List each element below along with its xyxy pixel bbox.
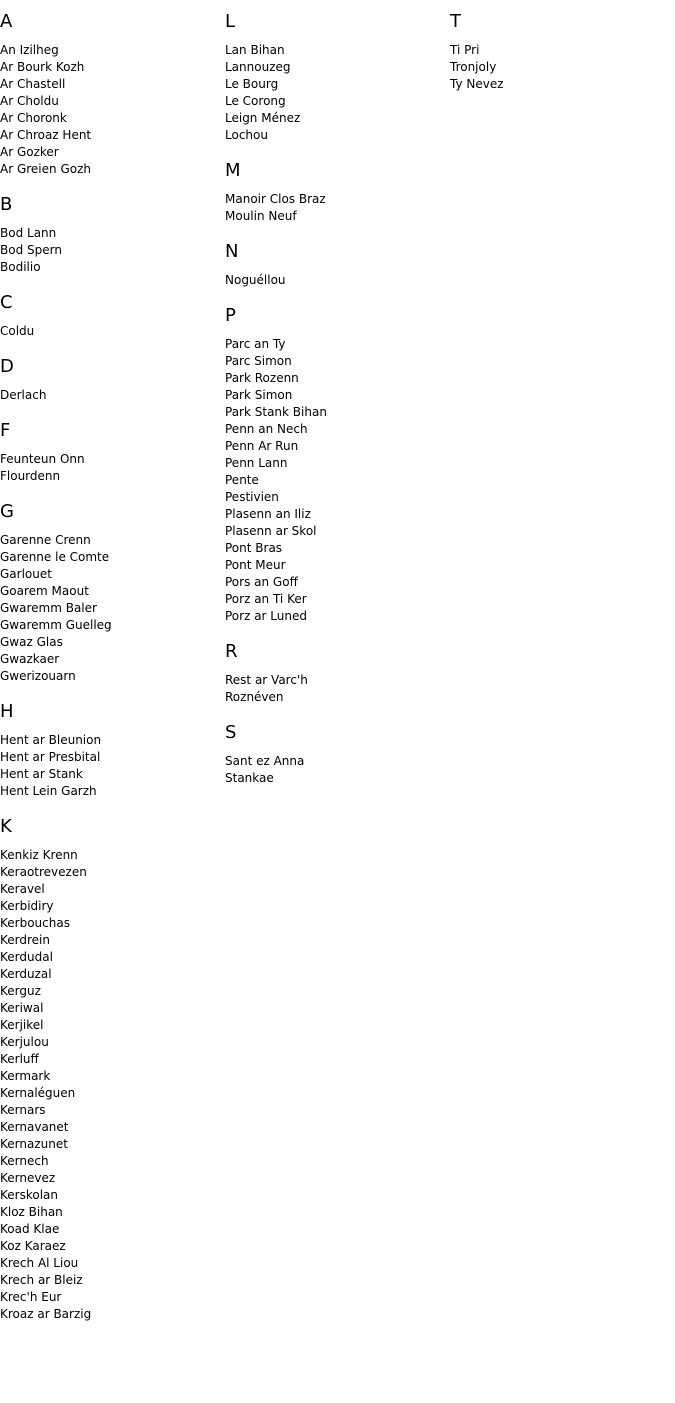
place-name-item: Ar Greien Gozh: [0, 162, 91, 176]
letter-section: [225, 242, 445, 289]
place-name-item: Park Stank Bihan: [225, 405, 327, 419]
place-name-list: [0, 532, 220, 685]
letter-section: [225, 306, 445, 625]
place-name-item: Garenne le Comte: [0, 550, 110, 564]
place-name-item: Ar Chroaz Hent: [0, 128, 92, 142]
section-letter-heading: G: [0, 501, 14, 522]
place-name-item: Krech ar Bleiz: [0, 1273, 83, 1287]
place-name-item: Park Rozenn: [225, 371, 299, 385]
place-name-item: Bod Lann: [0, 226, 57, 240]
place-name-item: Keriwal: [0, 1001, 44, 1015]
place-name-item: Gwaremm Baler: [0, 601, 97, 615]
letter-section: [0, 817, 220, 1323]
section-letter-heading: M: [225, 160, 241, 181]
place-name-item: Kernevez: [0, 1171, 56, 1185]
place-name-item: Noguéllou: [225, 273, 286, 287]
place-name-list: [0, 42, 220, 178]
place-name-item: Pont Meur: [225, 558, 286, 572]
letter-section: [0, 357, 220, 404]
section-letter-heading: N: [225, 241, 239, 262]
place-name-item: Gwazkaer: [0, 652, 60, 666]
place-name-item: Keravel: [0, 882, 45, 896]
section-letter-heading: A: [0, 11, 13, 32]
place-name-item: Coldu: [0, 324, 35, 338]
place-name-item: Pestivien: [225, 490, 279, 504]
place-name-item: Kerjikel: [0, 1018, 44, 1032]
place-name-item: Plasenn an Iliz: [225, 507, 311, 521]
place-name-item: Pont Bras: [225, 541, 283, 555]
place-name-item: Flourdenn: [0, 469, 61, 483]
place-name-item: Koad Klae: [0, 1222, 60, 1236]
place-name-item: Leign Ménez: [225, 111, 301, 125]
place-name-item: Koz Karaez: [0, 1239, 66, 1253]
place-name-item: Ar Bourk Kozh: [0, 60, 85, 74]
place-name-item: Bodilio: [0, 260, 41, 274]
place-name-item: Tronjoly: [450, 60, 497, 74]
place-name-item: Parc an Ty: [225, 337, 286, 351]
place-name-item: Park Simon: [225, 388, 293, 402]
place-name-item: Kroaz ar Barzig: [0, 1307, 92, 1321]
place-name-item: Kernars: [0, 1103, 46, 1117]
place-name-item: Kerjulou: [0, 1035, 49, 1049]
place-name-item: Rest ar Varc'h: [225, 673, 308, 687]
place-name-item: Kerdudal: [0, 950, 53, 964]
place-name-item: Moulin Neuf: [225, 209, 297, 223]
place-name-item: Krech Al Liou: [0, 1256, 79, 1270]
place-name-item: Krec'h Eur: [0, 1290, 62, 1304]
letter-section: [0, 195, 220, 276]
place-name-list: [0, 732, 220, 800]
section-letter-heading: P: [225, 305, 236, 326]
letter-section: [225, 723, 445, 787]
place-name-item: Kernavanet: [0, 1120, 69, 1134]
letter-section: [0, 502, 220, 685]
letter-section: [225, 161, 445, 225]
place-name-item: Keraotrevezen: [0, 865, 87, 879]
index-column-1: [0, 0, 220, 1340]
place-name-list: [225, 753, 445, 787]
place-name-item: Kerbouchas: [0, 916, 70, 930]
place-name-item: Kerduzal: [0, 967, 52, 981]
section-letter-heading: L: [225, 11, 236, 32]
place-name-item: Derlach: [0, 388, 47, 402]
place-name-item: Kloz Bihan: [0, 1205, 63, 1219]
place-name-item: Lochou: [225, 128, 268, 142]
section-letter-heading: H: [0, 701, 14, 722]
place-name-item: Kerbidiry: [0, 899, 54, 913]
place-name-item: Gwerizouarn: [0, 669, 76, 683]
place-name-item: An Izilheg: [0, 43, 59, 57]
place-name-item: Garlouet: [0, 567, 52, 581]
place-name-item: Pente: [225, 473, 259, 487]
letter-section: [0, 421, 220, 485]
place-name-list: [0, 451, 220, 485]
section-letter-heading: R: [225, 641, 238, 662]
place-name-item: Hent Lein Garzh: [0, 784, 97, 798]
section-letter-heading: S: [225, 722, 237, 743]
section-letter-heading: D: [0, 356, 14, 377]
place-name-item: Lannouzeg: [225, 60, 291, 74]
place-name-item: Hent ar Presbital: [0, 750, 101, 764]
place-name-list: [450, 42, 670, 93]
place-name-item: Lan Bihan: [225, 43, 285, 57]
place-name-item: Hent ar Bleunion: [0, 733, 102, 747]
place-name-item: Le Corong: [225, 94, 286, 108]
place-name-item: Manoir Clos Braz: [225, 192, 326, 206]
place-name-item: Kerluff: [0, 1052, 39, 1066]
place-name-item: Penn an Nech: [225, 422, 308, 436]
place-name-list: [0, 323, 220, 340]
place-name-item: Ar Chastell: [0, 77, 66, 91]
place-name-item: Kerguz: [0, 984, 41, 998]
place-name-item: Gwaz Glas: [0, 635, 63, 649]
place-name-item: Kerdrein: [0, 933, 50, 947]
place-name-item: Feunteun Onn: [0, 452, 85, 466]
place-name-item: Penn Lann: [225, 456, 288, 470]
place-name-item: Porz ar Luned: [225, 609, 307, 623]
index-column-2: [225, 0, 445, 804]
letter-section: [0, 702, 220, 800]
place-name-item: Kenkiz Krenn: [0, 848, 78, 862]
place-name-item: Hent ar Stank: [0, 767, 83, 781]
place-name-item: Kerskolan: [0, 1188, 58, 1202]
place-name-item: Ty Nevez: [450, 77, 504, 91]
place-name-item: Ar Choronk: [0, 111, 67, 125]
place-name-item: Garenne Crenn: [0, 533, 91, 547]
place-name-item: Kernaléguen: [0, 1086, 76, 1100]
letter-section: [225, 12, 445, 144]
letter-section: [0, 293, 220, 340]
place-name-item: Plasenn ar Skol: [225, 524, 317, 538]
place-name-item: Sant ez Anna: [225, 754, 305, 768]
place-name-list: [225, 336, 445, 625]
letter-section: [0, 12, 220, 178]
place-name-item: Kermark: [0, 1069, 51, 1083]
place-name-item: Bod Spern: [0, 243, 62, 257]
index-column-3: [450, 0, 670, 110]
section-letter-heading: C: [0, 292, 13, 313]
place-name-item: Gwaremm Guelleg: [0, 618, 112, 632]
place-name-item: Roznéven: [225, 690, 284, 704]
letter-section: [225, 642, 445, 706]
place-name-list: [225, 42, 445, 144]
place-name-item: Kernazunet: [0, 1137, 68, 1151]
place-name-item: Parc Simon: [225, 354, 292, 368]
place-name-list: [0, 387, 220, 404]
place-name-list: [0, 847, 220, 1323]
place-name-item: Ti Pri: [450, 43, 480, 57]
place-name-list: [0, 225, 220, 276]
place-name-item: Ar Gozker: [0, 145, 59, 159]
section-letter-heading: T: [450, 11, 461, 32]
place-name-item: Pors an Goff: [225, 575, 298, 589]
place-name-item: Porz an Ti Ker: [225, 592, 307, 606]
section-letter-heading: B: [0, 194, 13, 215]
section-letter-heading: K: [0, 816, 12, 837]
place-name-item: Kernech: [0, 1154, 49, 1168]
section-letter-heading: F: [0, 420, 11, 441]
place-name-list: [225, 672, 445, 706]
place-name-item: Stankae: [225, 771, 274, 785]
place-name-item: Le Bourg: [225, 77, 279, 91]
place-name-item: Penn Ar Run: [225, 439, 299, 453]
place-name-list: [225, 191, 445, 225]
place-name-item: Ar Choldu: [0, 94, 59, 108]
letter-section: [450, 12, 670, 93]
place-name-item: Goarem Maout: [0, 584, 89, 598]
place-name-list: [225, 272, 445, 289]
